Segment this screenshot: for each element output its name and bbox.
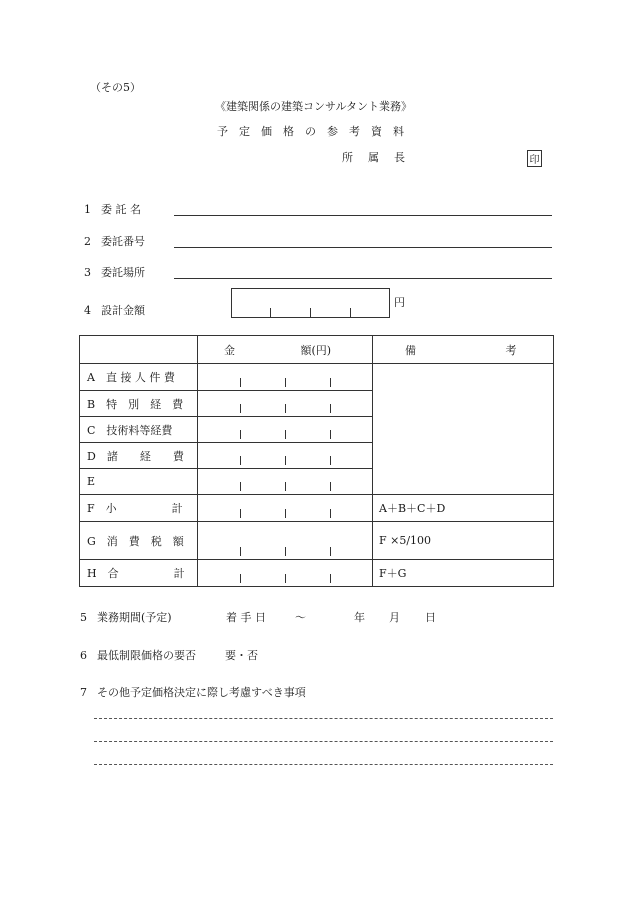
note-cell: A＋B＋C＋D: [373, 495, 554, 522]
header-note-label-1: 備: [405, 343, 416, 357]
digit-separator: [310, 308, 311, 317]
note-merged-cell[interactable]: [373, 364, 554, 495]
table-row: [80, 495, 554, 522]
header-amount-unit: 額(円): [300, 343, 332, 357]
field-4-number: 4: [84, 304, 91, 317]
field-3-label: 委託場所: [101, 266, 145, 279]
period-month[interactable]: 月: [389, 611, 400, 624]
field-1-label: 委 託 名: [101, 203, 141, 216]
other-label: その他予定価格決定に際し考慮すべき事項: [97, 686, 306, 699]
table-header-row: [80, 336, 554, 364]
period-year[interactable]: 年: [354, 611, 365, 624]
other-number: 7: [80, 686, 87, 699]
row-label: G 消 費 税 額: [80, 522, 198, 560]
field-2-label: 委託番号: [101, 235, 145, 248]
sheet-number: （その5）: [90, 81, 141, 94]
amount-cell[interactable]: [198, 469, 373, 495]
period-label: 業務期間(予定): [97, 611, 172, 624]
period-tilde: 〜: [295, 611, 306, 624]
amount-cell[interactable]: [198, 495, 373, 522]
period-start-label: 着 手 日: [226, 611, 266, 624]
row-label: H 合 計: [80, 560, 198, 587]
commission-number-field[interactable]: [174, 247, 552, 248]
row-label: D 諸 経 費: [80, 443, 198, 469]
amount-cell[interactable]: [198, 417, 373, 443]
field-2-number: 2: [84, 235, 91, 248]
amount-cell[interactable]: [198, 522, 373, 560]
row-label: B 特 別 経 費: [80, 391, 198, 417]
row-label: E: [80, 469, 198, 495]
period-day[interactable]: 日: [425, 611, 436, 624]
row-label: C 技術料等経費: [80, 417, 198, 443]
approver-label: 所 属 長: [342, 151, 407, 164]
header-blank-cell: [80, 336, 198, 364]
commission-name-field[interactable]: [174, 215, 552, 216]
page-title: 予定価格の参考資料: [217, 125, 415, 138]
table-row: [80, 560, 554, 587]
note-cell: F ×5/100: [373, 522, 554, 560]
field-3-number: 3: [84, 266, 91, 279]
design-amount-field[interactable]: [231, 288, 390, 318]
other-notes-line-2[interactable]: [94, 741, 553, 742]
field-1-number: 1: [84, 203, 91, 216]
min-price-number: 6: [80, 649, 87, 662]
cost-breakdown-table: [79, 335, 554, 587]
digit-separator: [270, 308, 271, 317]
period-number: 5: [80, 611, 87, 624]
document-category: 《建築関係の建築コンサルタント業務》: [215, 100, 413, 113]
row-label: F 小 計: [80, 495, 198, 522]
header-note-label-2: 考: [505, 343, 517, 357]
seal-box: 印: [527, 150, 542, 167]
note-cell: F＋G: [373, 560, 554, 587]
other-notes-line-1[interactable]: [94, 718, 553, 719]
table-row: [80, 522, 554, 560]
field-4-label: 設計金額: [101, 304, 145, 317]
digit-separator: [350, 308, 351, 317]
currency-unit: 円: [394, 296, 405, 309]
header-note: [373, 336, 554, 364]
header-amount-label: 金: [224, 343, 235, 357]
amount-cell[interactable]: [198, 391, 373, 417]
amount-cell[interactable]: [198, 560, 373, 587]
other-notes-line-3[interactable]: [94, 764, 553, 765]
row-label: A 直 接 人 件 費: [80, 364, 198, 391]
commission-location-field[interactable]: [174, 278, 552, 279]
min-price-label: 最低制限価格の要否: [97, 649, 196, 662]
min-price-choice[interactable]: 要・否: [225, 649, 258, 662]
table-row: [80, 364, 554, 391]
amount-cell[interactable]: [198, 364, 373, 391]
amount-cell[interactable]: [198, 443, 373, 469]
header-amount: [198, 336, 373, 364]
